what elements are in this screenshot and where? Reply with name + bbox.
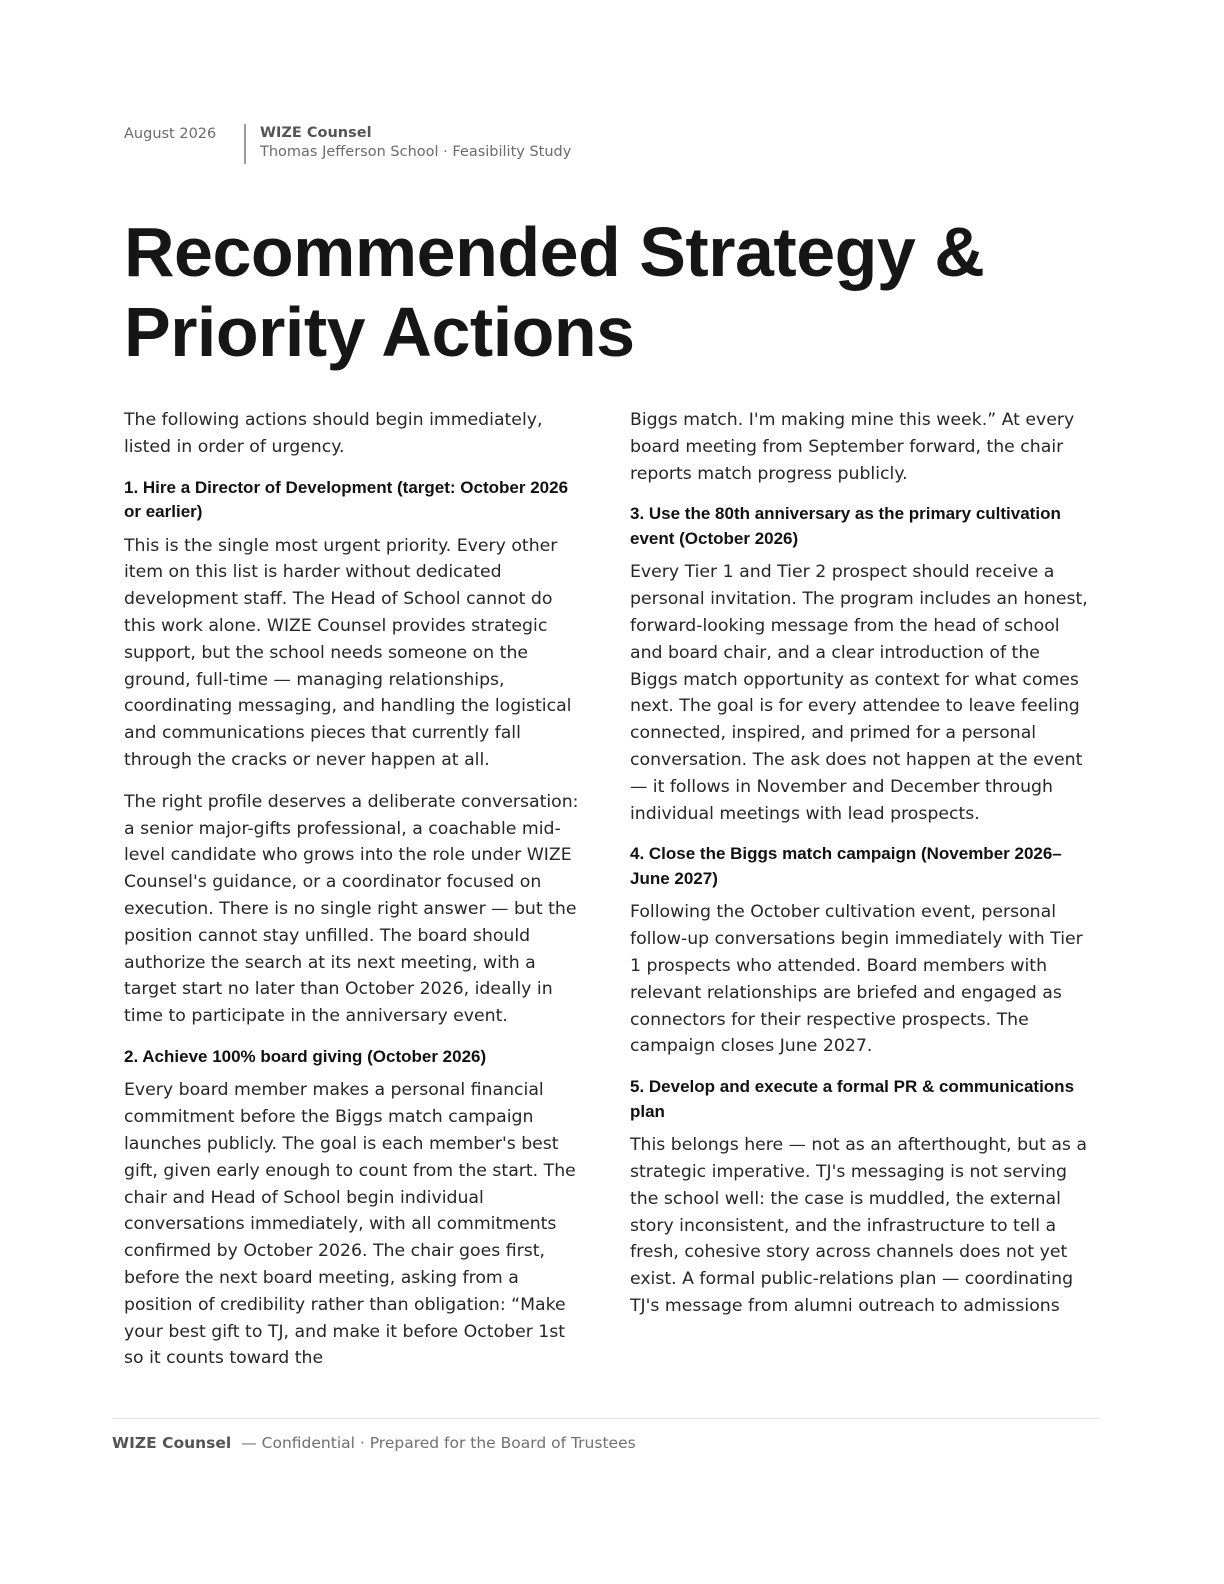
action-2-paragraph-1: Every board member makes a personal financial commitment before the Biggs match campaign launches publicly. The goal is each member's best gift, given early enough to count from the start. The chair and Head of School begin individual conversations immediately, with all commitments confirmed by October 2026. The chair goes first, before the next board meeting, asking from a position of credibility rather than obligation: “Make your best gift to TJ, and make it before October 1st so it counts toward the	[124, 1080, 576, 1369]
header-divider	[244, 124, 246, 164]
action-1-heading: 1. Hire a Director of Development (target: October 2026 or earlier)	[124, 477, 569, 522]
right-column	[630, 407, 1090, 1335]
report-date: August 2026	[124, 126, 217, 142]
firm-name: WIZE Counsel	[260, 125, 372, 141]
action-2-paragraph-continued: Biggs match. I'm making mine this week.” At every board meeting from September forward, the chair reports match progress publicly.	[630, 410, 1075, 484]
action-4-heading: 4. Close the Biggs match campaign (November 2026–June 2027)	[630, 844, 1062, 888]
action-5-heading: 5. Develop and execute a formal PR & communications plan	[630, 1077, 1075, 1121]
header-meta	[260, 124, 571, 162]
document-header	[124, 124, 571, 164]
footer-text: — Confidential · Prepared for the Board of Trustees	[241, 1434, 636, 1452]
action-3-paragraph: Every Tier 1 and Tier 2 prospect should receive a personal invitation. The program includes an honest, forward-looking message from the head of school and board chair, and a clear introduction of the Biggs match opportunity as context for what comes next. The goal is for every attendee to leave feeling connected, inspired, and primed for a personal conversation. The ask does not happen at the event — it follows in November and December through individual meetings with lead prospects.	[630, 562, 1088, 824]
action-1-paragraph-1: This is the single most urgent priority. Every other item on this list is harder without dedicated development staff. The Head of School cannot do this work alone. WIZE Counsel provides strategic support, but the school needs someone on the ground, full-time — managing relationships, coordinating messaging, and handling the logistical and communications pieces that currently fall through the cracks or never happen at all.	[124, 535, 572, 770]
left-column	[124, 407, 582, 1387]
action-5-paragraph: This belongs here — not as an afterthought, but as a strategic imperative. TJ's messaging is not serving the school well: the case is muddled, the external story inconsistent, and the infrastructure to tell a fresh, cohesive story across channels does not yet exist. A formal public-relations plan — coordinating TJ's message from alumni outreach to admissions	[630, 1135, 1088, 1316]
action-3-heading: 3. Use the 80th anniversary as the primary cultivation event (October 2026)	[630, 504, 1061, 548]
action-2-heading: 2. Achieve 100% board giving (October 2026)	[124, 1046, 487, 1066]
page-title: Recommended Strategy & Priority Actions	[124, 213, 985, 371]
report-subtitle: Thomas Jefferson School · Feasibility Study	[260, 144, 572, 160]
intro-paragraph: The following actions should begin immediately, listed in order of urgency.	[124, 410, 543, 457]
page-footer	[112, 1418, 1100, 1452]
action-4-paragraph: Following the October cultivation event, personal follow-up conversations begin immediately with Tier 1 prospects who attended. Board members with relevant relationships are briefed and engaged as connectors for their respective prospects. The campaign closes June 2027.	[630, 902, 1083, 1057]
footer-firm: WIZE Counsel	[112, 1434, 232, 1452]
action-1-paragraph-2: The right profile deserves a deliberate conversation: a senior major-gifts professional, a coachable mid-level candidate who grows into the role under WIZE Counsel's guidance, or a coordinator focused on execution. There is no single right answer — but the position cannot stay unfilled. The board should authorize the search at its next meeting, with a target start no later than October 2026, ideally in time to participate in the anniversary event.	[124, 791, 579, 1027]
